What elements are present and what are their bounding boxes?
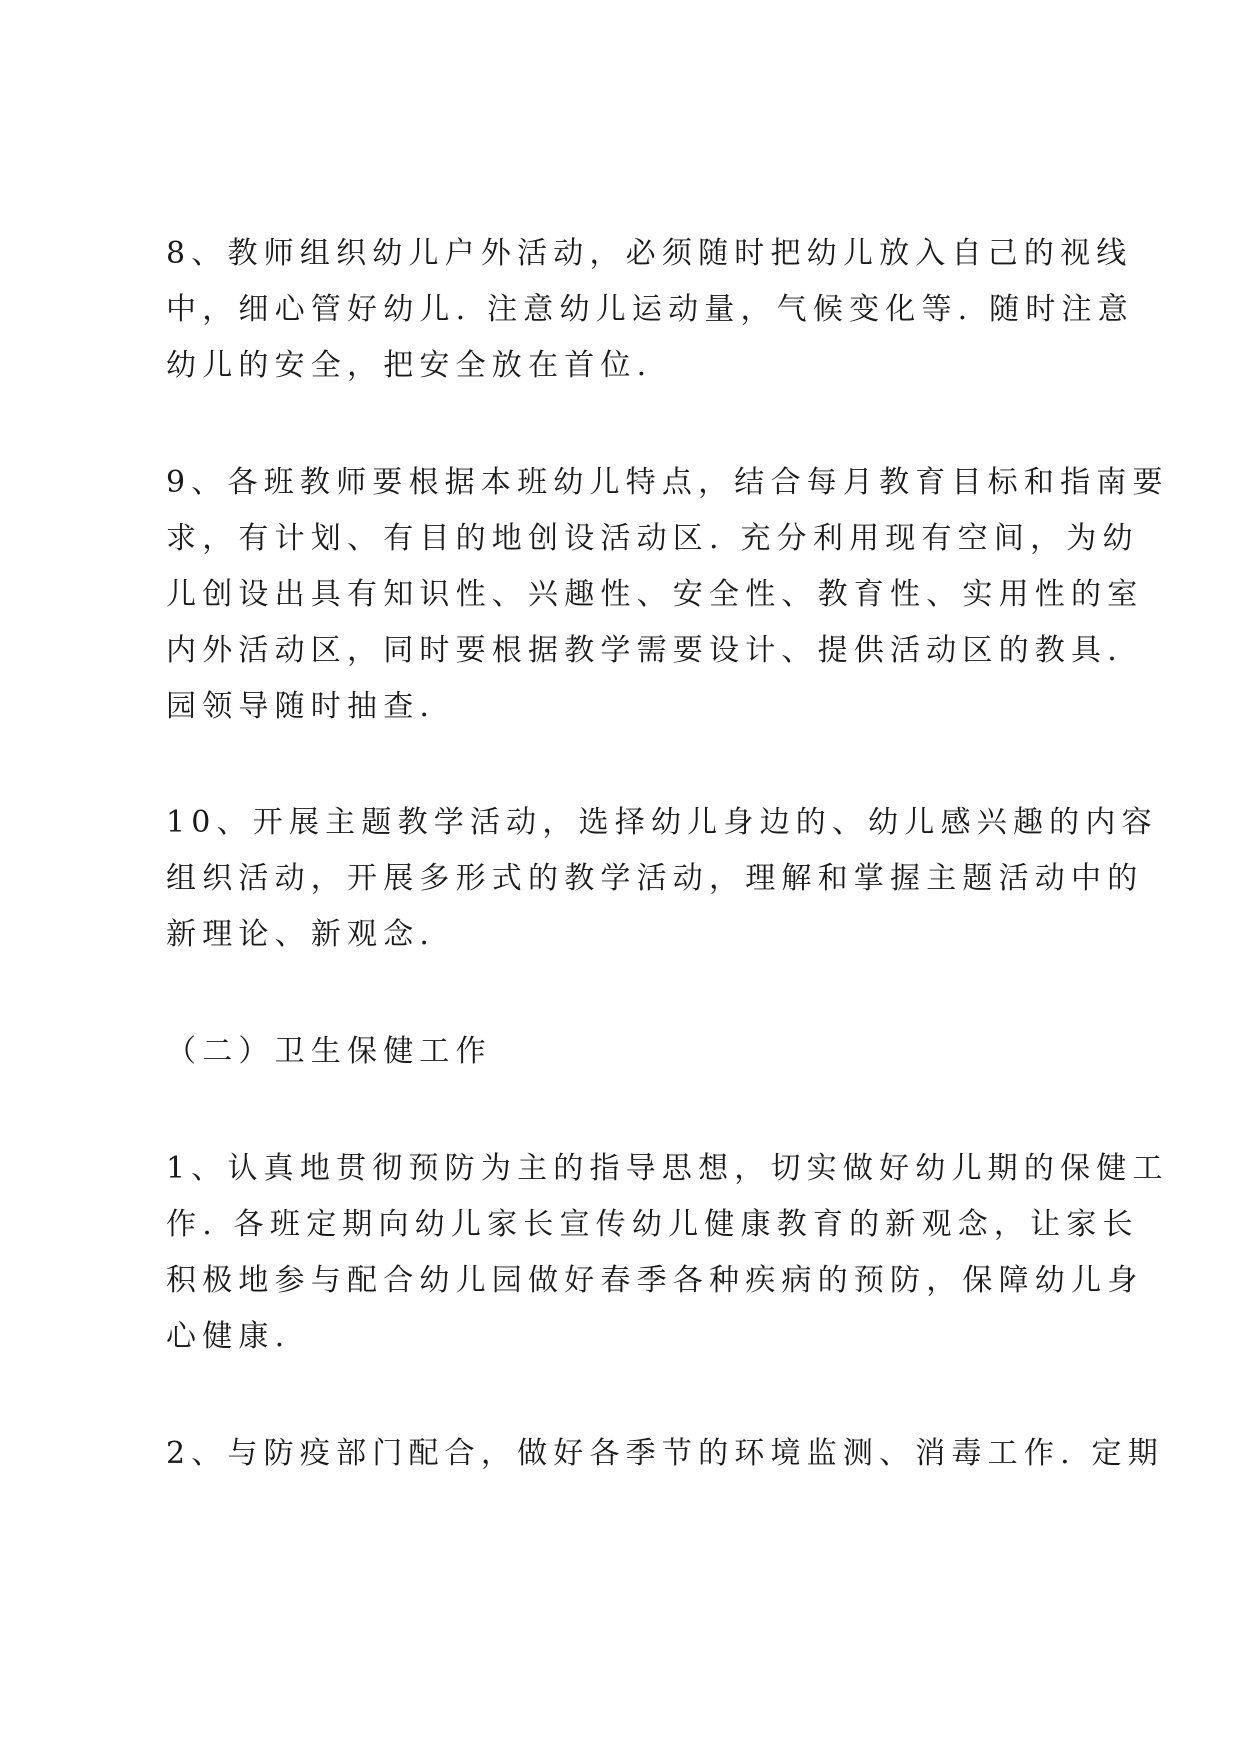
paragraph-8-line-1: 8、教师组织幼儿户外活动，必须随时把幼儿放入自己的视线	[166, 236, 1133, 271]
paragraph-1-line-4: 心健康.	[166, 1319, 291, 1354]
paragraph-1-line-1: 1、认真地贯彻预防为主的指导思想，切实做好幼儿期的保健工	[166, 1151, 1169, 1186]
paragraph-8-line-2: 中，细心管好幼儿. 注意幼儿运动量，气候变化等. 随时注意	[166, 292, 1134, 327]
paragraph-1-line-3: 积极地参与配合幼儿园做好春季各种疾病的预防，保障幼儿身	[166, 1263, 1144, 1298]
paragraph-10-line-2: 组织活动，开展多形式的教学活动，理解和掌握主题活动中的	[166, 861, 1144, 896]
section-heading: （二）卫生保健工作	[166, 1034, 492, 1069]
paragraph-9-line-1: 9、各班教师要根据本班幼儿特点，结合每月教育目标和指南要	[166, 465, 1169, 500]
paragraph-9-line-5: 园领导随时抽查.	[166, 689, 436, 724]
paragraph-10-line-3: 新理论、新观念.	[166, 917, 436, 952]
paragraph-2-line-1: 2、与防疫部门配合，做好各季节的环境监测、消毒工作. 定期	[166, 1436, 1164, 1471]
paragraph-8-line-3: 幼儿的安全，把安全放在首位.	[166, 348, 653, 383]
paragraph-9-line-3: 儿创设出具有知识性、兴趣性、安全性、教育性、实用性的室	[166, 577, 1144, 612]
paragraph-9-line-4: 内外活动区，同时要根据教学需要设计、提供活动区的教具.	[166, 633, 1123, 668]
paragraph-9-line-2: 求，有计划、有目的地创设活动区. 充分利用现有空间，为幼	[166, 521, 1139, 556]
paragraph-10-line-1: 10、开展主题教学活动，选择幼儿身边的、幼儿感兴趣的内容	[166, 805, 1158, 840]
paragraph-1-line-2: 作. 各班定期向幼儿家长宣传幼儿健康教育的新观念，让家长	[166, 1207, 1139, 1242]
